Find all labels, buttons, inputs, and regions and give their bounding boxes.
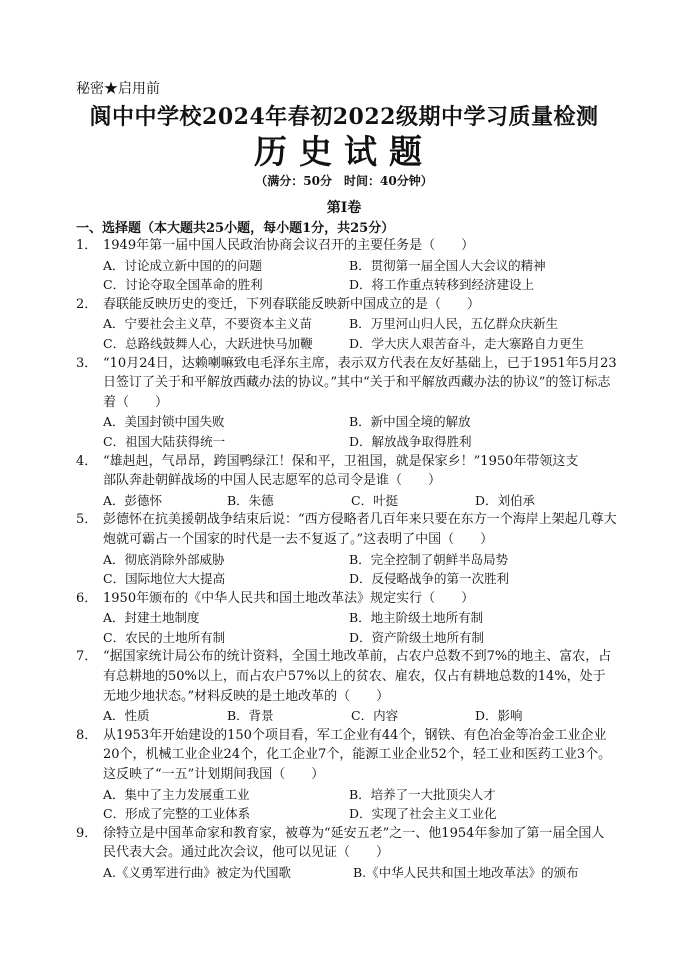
answer-option: D．反侵略战争的第一次胜利 xyxy=(349,571,510,587)
question-text: 从1953年开始建设的150个项目看，军工企业有44个，钢铁、有色冶金等冶金工业企业20个，机械工业企业24个，化工企业7个，能源工业企业52个，轻工业和医药工业3个。这反映了“一五”计划期间我国（ ） xyxy=(103,727,612,783)
subject-title: 历史试题 xyxy=(254,132,434,171)
answer-options xyxy=(103,608,613,647)
answer-option: D．资产阶级土地所有制 xyxy=(349,629,485,645)
question-5 xyxy=(0,510,688,588)
question-8 xyxy=(0,726,688,824)
answer-option: C．祖国大陆获得统一 xyxy=(103,433,226,449)
question-text: “据国家统计局公布的统计资料，全国土地改革前，占农户总数不到7%的地主、富农，占有总耕地的50%以上，而占农户57%以上的贫农、雇农，仅占有耕地总数的14%，处于无地少地状态。”材料反映的是土地改革的（ ） xyxy=(103,649,612,704)
question-list xyxy=(0,236,688,883)
question-text: 徐特立是中国革命家和教育家，被尊为“延安五老”之一、他1954年参加了第一届全国人民代表大会。通过此次会议，他可以见证（ ） xyxy=(103,825,605,861)
answer-option: A．封建土地制度 xyxy=(103,610,200,626)
answer-option: C．总路线鼓舞人心，大跃进快马加鞭 xyxy=(103,335,313,351)
question-text: 1949年第一届中国人民政治协商会议召开的主要任务是（ ） xyxy=(103,238,475,253)
answer-option: A．宁要社会主义草，不要资本主义苗 xyxy=(103,316,313,332)
answer-option: D．将工作重点转移到经济建设上 xyxy=(349,277,535,293)
section-title: 一、选择题（本大题共25小题，每小题1分，共25分） xyxy=(76,221,395,236)
question-number: 4． xyxy=(76,453,98,469)
question-text: 春联能反映历史的变迁，下列春联能反映新中国成立的是（ ） xyxy=(103,296,481,312)
answer-option: C．国际地位大大提高 xyxy=(103,571,226,587)
question-number: 9． xyxy=(76,825,98,841)
question-3 xyxy=(0,354,688,452)
answer-options xyxy=(103,706,613,726)
answer-option: B．培养了一大批顶尖人才 xyxy=(349,786,496,802)
answer-option: B．万里河山归人民，五亿群众庆新生 xyxy=(349,316,559,332)
answer-option: C．叶挺 xyxy=(351,492,399,508)
answer-option: B．贯彻第一届全国人大会议的精神 xyxy=(349,257,546,273)
question-4 xyxy=(0,452,688,511)
answer-option: D．刘伯承 xyxy=(475,492,536,508)
part-label: 第Ⅰ卷 xyxy=(326,200,362,216)
answer-option: D．学大庆人艰苦奋斗，走大寨路自力更生 xyxy=(349,335,585,351)
answer-option: C．农民的土地所有制 xyxy=(103,629,226,645)
question-9 xyxy=(0,824,688,883)
question-2 xyxy=(0,295,688,354)
exam-title: 阆中中学校2024年春初2022级期中学习质量检测 xyxy=(89,104,599,130)
answer-option: A．彻底消除外部威胁 xyxy=(103,551,225,567)
answer-option: C．内容 xyxy=(351,708,399,724)
question-number: 7． xyxy=(76,649,98,665)
answer-option: A．性质 xyxy=(103,708,150,724)
question-6 xyxy=(0,589,688,648)
question-text: “雄赳赳，气昂昂，跨国鸭绿江！保和平，卫祖国，就是保家乡！”1950年带领这支 部队奔赴朝鲜战场的中国人民志愿军的总司令是谁（ ） xyxy=(103,453,579,489)
answer-option: B．新中国全境的解放 xyxy=(349,414,471,430)
question-text: 1950年颁布的《中华人民共和国土地改革法》规定实行（ ） xyxy=(103,590,475,606)
answer-option: B．地主阶级土地所有制 xyxy=(349,610,484,626)
answer-option: B．完全控制了朝鲜半岛局势 xyxy=(349,551,509,567)
answer-option: A．美国封锁中国失败 xyxy=(103,414,225,430)
question-number: 3． xyxy=(76,355,98,371)
score-time-info: （满分：50分 时间：40分钟） xyxy=(255,174,433,188)
answer-option: C．形成了完整的工业体系 xyxy=(103,806,251,822)
answer-option: C．讨论夺取全国革命的胜利 xyxy=(103,277,263,293)
answer-options xyxy=(103,550,613,589)
answer-options xyxy=(103,314,613,353)
question-7 xyxy=(0,647,688,725)
question-number: 2． xyxy=(76,296,98,312)
question-number: 6． xyxy=(76,590,98,606)
question-text: “10月24日，达赖喇嘛致电毛泽东主席，表示双方代表在友好基础上，已于1951年5月23日签订了关于和平解放西藏办法的协议。”其中“关于和平解放西藏办法的协议”的签订标志着（ ） xyxy=(103,355,617,410)
question-number: 5． xyxy=(76,512,98,528)
answer-options xyxy=(103,412,613,451)
answer-option: A．彭德怀 xyxy=(103,492,163,508)
answer-option: D．影响 xyxy=(475,708,523,724)
answer-option: D．实现了社会主义工业化 xyxy=(349,806,497,822)
question-number: 1． xyxy=(76,238,98,253)
answer-option: B．朱德 xyxy=(227,492,274,508)
confidential-label: 秘密★启用前 xyxy=(76,81,160,97)
question-1 xyxy=(0,236,688,295)
answer-options xyxy=(103,785,613,824)
answer-option: A．讨论成立新中国的的问题 xyxy=(103,257,263,273)
answer-option: A．集中了主力发展重工业 xyxy=(103,786,250,802)
answer-option: D．解放战争取得胜利 xyxy=(349,433,472,449)
answer-options xyxy=(103,863,613,883)
answer-option: A.《义勇军进行曲》被定为代国歌 xyxy=(103,865,292,880)
question-number: 8． xyxy=(76,727,98,743)
answer-options xyxy=(103,491,613,511)
answer-options xyxy=(103,256,613,295)
answer-option: B.《中华人民共和国土地改革法》的颁布 xyxy=(353,865,579,880)
question-text: 彭德怀在抗美援朝战争结束后说：“西方侵略者几百年来只要在东方一个海岸上架起几尊大炮就可霸占一个国家的时代是一去不复返了。”这表明了中国（ ） xyxy=(103,512,617,547)
answer-option: B．背景 xyxy=(227,708,274,724)
